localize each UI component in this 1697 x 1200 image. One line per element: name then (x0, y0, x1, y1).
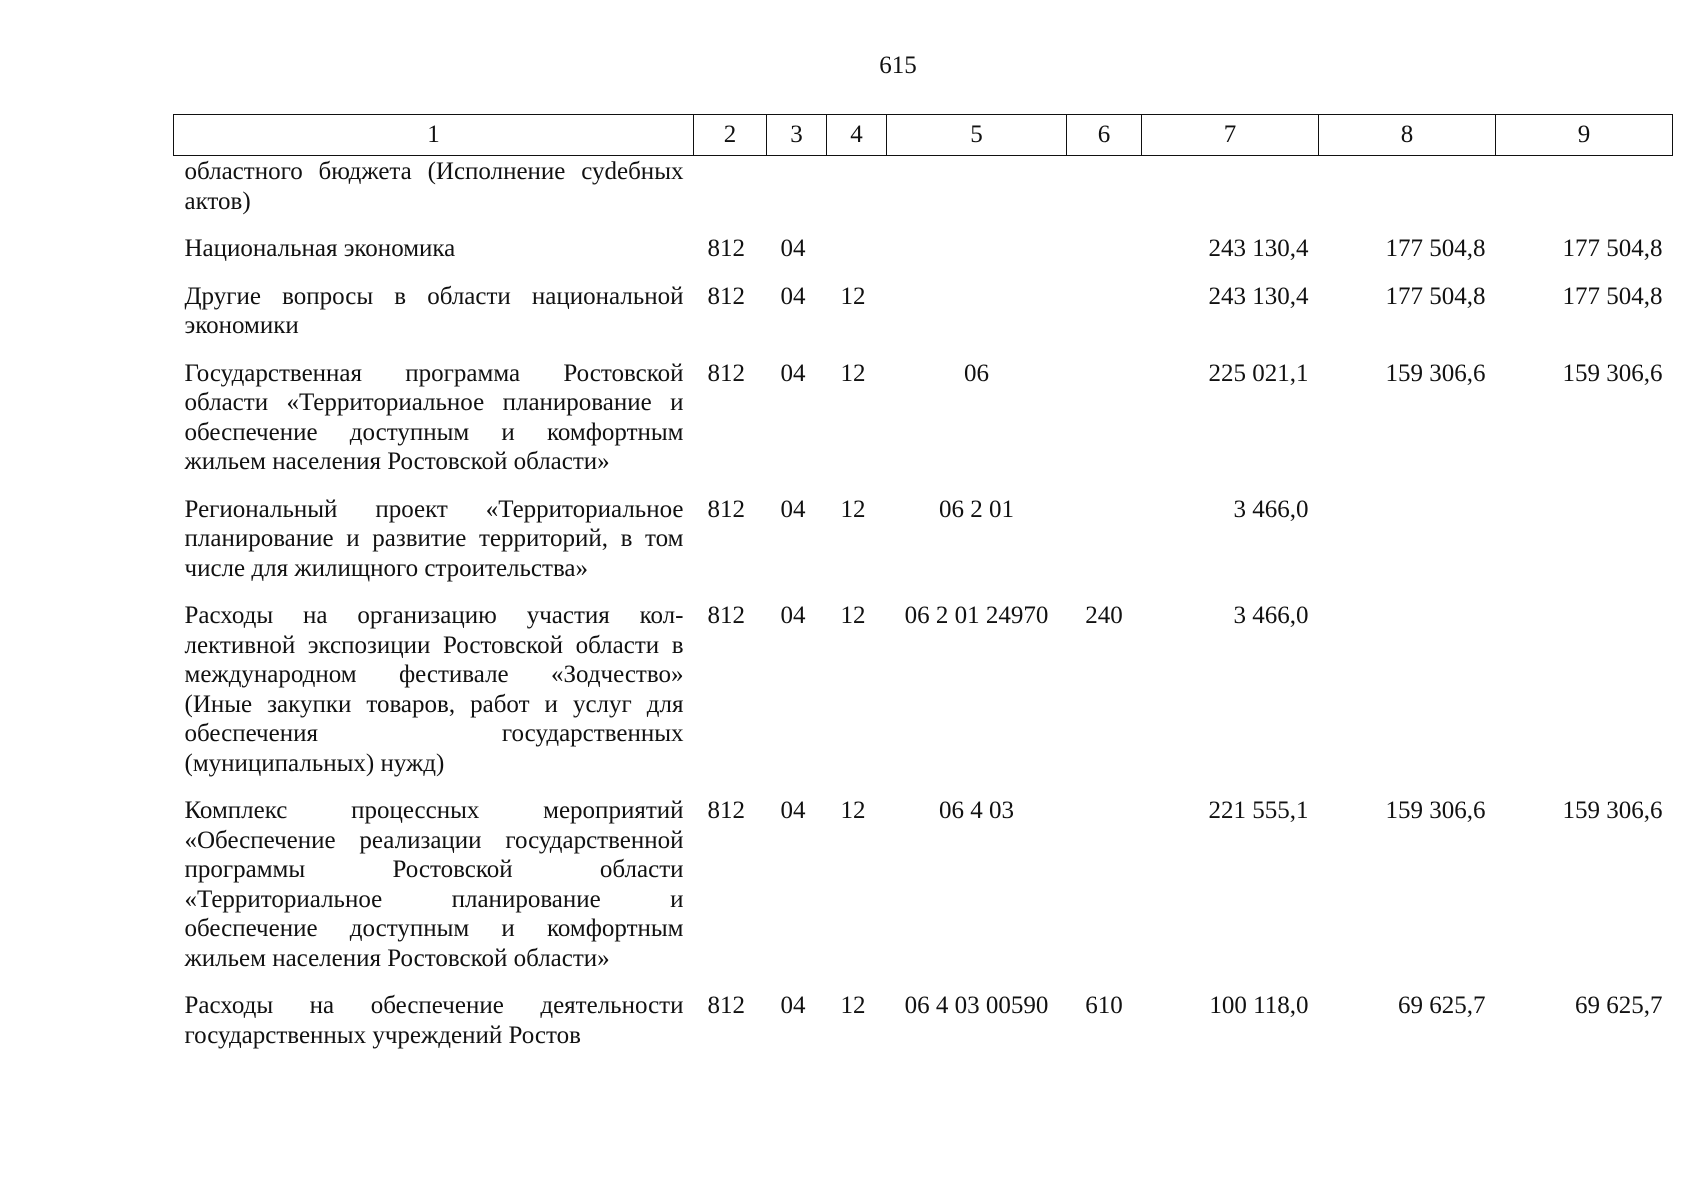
cell-vr (1067, 270, 1142, 347)
table-header-row (174, 115, 1673, 156)
cell-amount (1319, 589, 1496, 784)
table-row (174, 347, 1673, 483)
cell-rz: 04 (780, 602, 806, 629)
cell-amount: 177 504,8 (1562, 282, 1663, 310)
cell-rz: 04 (780, 282, 806, 310)
cell-gr: 812 (707, 282, 745, 310)
cell-amount: 159 306,6 (1562, 797, 1663, 824)
row-name: Расходы на организацию участия коллективной экспозиции Ростовской области в международном фестивале «Зодчество» (Иные закупки товаров, работ и услуг для обеспечения государственных (муниципальных) нужд) (184, 602, 684, 777)
cell-pr: 12 (840, 992, 866, 1019)
cell-amount: 177 504,8 (1385, 282, 1486, 310)
cell-pr (827, 156, 887, 223)
cell-vr (1067, 483, 1142, 590)
column-header: 9 (1496, 115, 1673, 156)
cell-amount: 177 504,8 (1562, 235, 1663, 262)
table-row (174, 156, 1673, 223)
cell-amount: 243 130,4 (1208, 282, 1309, 310)
cell-amount (1496, 156, 1673, 223)
cell-pr: 12 (840, 602, 866, 629)
cell-pr (827, 222, 887, 270)
column-header: 4 (827, 115, 887, 156)
page-number: 615 (879, 52, 917, 79)
cell-vr (1067, 156, 1142, 223)
cell-amount (1496, 589, 1673, 784)
cell-pr: 12 (840, 282, 866, 310)
column-header: 3 (767, 115, 827, 156)
cell-amount: 3 466,0 (1233, 495, 1309, 523)
cell-csr: 06 2 01 24970 (904, 602, 1049, 629)
column-header: 1 (174, 115, 694, 156)
cell-amount (1319, 156, 1496, 223)
cell-amount: 243 130,4 (1208, 235, 1309, 262)
cell-amount: 100 118,0 (1209, 992, 1309, 1019)
table-row (174, 979, 1673, 1050)
cell-gr: 812 (707, 359, 745, 387)
cell-pr: 12 (840, 359, 866, 387)
cell-amount: 69 625,7 (1575, 992, 1663, 1019)
cell-amount: 159 306,6 (1385, 359, 1486, 387)
table-row (174, 784, 1673, 979)
cell-amount: 221 555,1 (1208, 797, 1309, 824)
cell-amount (1496, 483, 1673, 590)
cell-gr: 812 (707, 992, 745, 1019)
cell-gr: 812 (707, 797, 745, 824)
row-name: Комплекс процессных мероприятий «Обеспечение реализации государственной программы Ростовской области «Территориальное планирование и обеспечение доступным и комфортным жильем населения Ростовской области» (184, 797, 684, 972)
cell-csr (887, 270, 1067, 347)
table-row (174, 222, 1673, 270)
cell-csr: 06 (964, 359, 989, 387)
cell-pr: 12 (840, 797, 866, 824)
cell-gr: 812 (707, 495, 745, 523)
row-name: Региональный проект «Территориальное планирование и развитие территорий, в том числе для жилищного строительства» (184, 495, 684, 582)
row-name: Государственная программа Ростовской области «Территориальное планирование и обеспечение доступным и комфортным жильем населения Ростовской области» (184, 359, 684, 475)
row-name: областного бюджета (Исполнение суdебных актов) (184, 158, 684, 215)
column-header: 5 (887, 115, 1067, 156)
cell-vr: 610 (1085, 992, 1123, 1019)
cell-vr (1067, 784, 1142, 979)
column-header: 2 (694, 115, 767, 156)
cell-rz: 04 (780, 992, 806, 1019)
cell-csr: 06 4 03 00590 (904, 992, 1049, 1019)
row-name: Расходы на обеспечение деятельности государственных учреждений Ростов (184, 992, 684, 1049)
cell-gr (694, 156, 767, 223)
cell-vr: 240 (1085, 602, 1123, 629)
cell-amount: 159 306,6 (1385, 797, 1486, 824)
cell-amount: 177 504,8 (1385, 235, 1486, 262)
cell-rz: 04 (780, 495, 806, 523)
cell-csr: 06 4 03 (939, 797, 1014, 824)
cell-vr (1067, 222, 1142, 270)
cell-csr (887, 156, 1067, 223)
cell-pr: 12 (840, 495, 866, 523)
column-header: 8 (1319, 115, 1496, 156)
cell-rz (767, 156, 827, 223)
row-name: Другие вопросы в области национальной экономики (184, 282, 684, 339)
cell-gr: 812 (707, 235, 745, 262)
cell-rz: 04 (780, 235, 806, 262)
cell-amount: 225 021,1 (1208, 359, 1309, 387)
cell-amount (1319, 483, 1496, 590)
table-row (174, 589, 1673, 784)
cell-amount: 159 306,6 (1562, 359, 1663, 387)
cell-amount: 3 466,0 (1233, 602, 1309, 629)
cell-rz: 04 (780, 797, 806, 824)
column-header: 6 (1067, 115, 1142, 156)
cell-csr: 06 2 01 (939, 495, 1014, 523)
row-name: Национальная экономика (184, 235, 456, 262)
table-row (174, 483, 1673, 590)
budget-table (173, 114, 1673, 1050)
column-header: 7 (1142, 115, 1319, 156)
cell-vr (1067, 347, 1142, 483)
cell-amount (1142, 156, 1319, 223)
cell-rz: 04 (780, 359, 806, 387)
cell-gr: 812 (707, 602, 745, 629)
table-row (174, 270, 1673, 347)
cell-csr (887, 222, 1067, 270)
cell-amount: 69 625,7 (1398, 992, 1486, 1019)
